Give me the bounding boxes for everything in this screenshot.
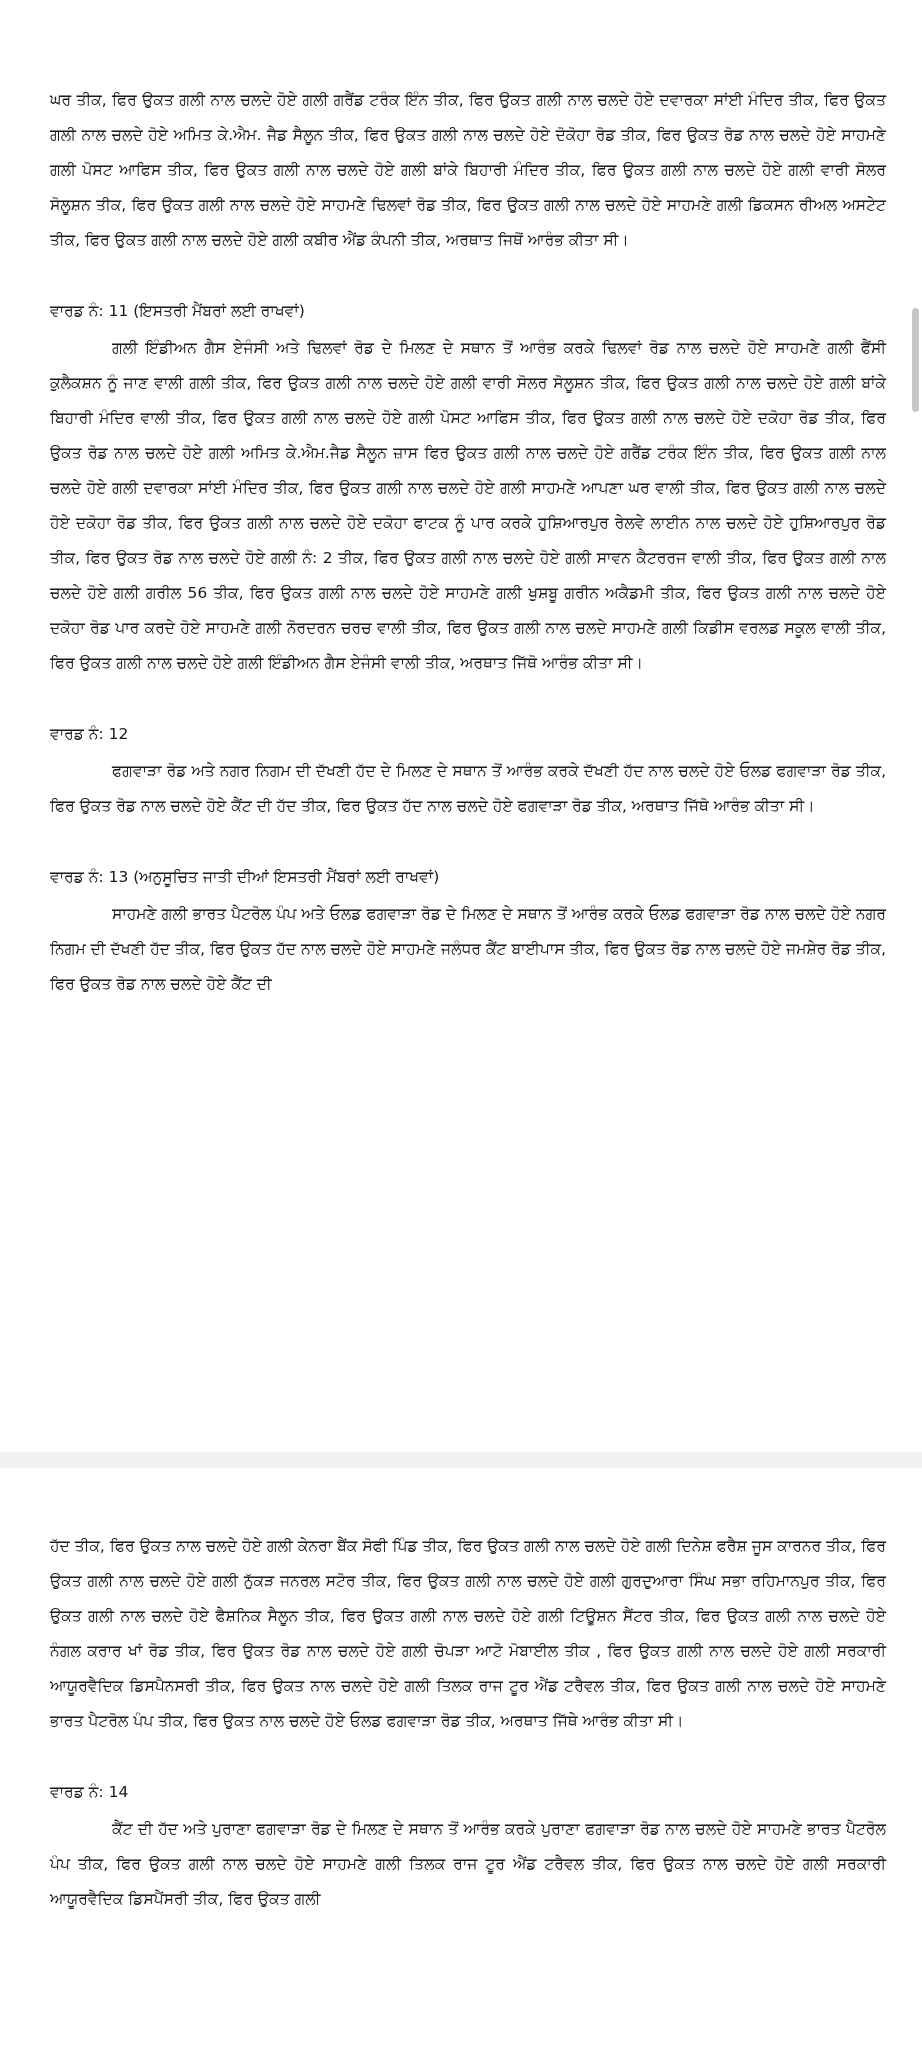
ward14-heading: ਵਾਰਡ ਨੰ: 14 <box>50 1783 129 1801</box>
ward11-description: ਗਲੀ ਇੰਡੀਅਨ ਗੈਸ ਏਜੰਸੀ ਅਤੇ ਢਿਲਵਾਂ ਰੋਡ ਦੇ ਮਿਲਣ ਦੇ ਸਥਾਨ ਤੋਂ ਆਰੰਭ ਕਰਕੇ ਢਿਲਵਾਂ ਰੋਡ ਨਾਲ ਚਲਦੇ ਹੋਏ ਸਾਹਮਣੇ ਗਲੀ ਫੈਂਸੀ ਕੁਲੈਕਸ਼ਨ ਨੂੰ ਜਾਣ ਵਾਲੀ ਗਲੀ ਤੀਕ, ਫਿਰ ਉਕਤ ਗਲੀ ਨਾਲ ਚਲਦੇ ਹੋਏ ਗਲੀ ਵਾਰੀ ਸੋਲਰ ਸੋਲੂਸ਼ਨ ਤੀਕ, ਫਿਰ ਉਕਤ ਗਲੀ ਨਾਲ ਚਲਦੇ ਹੋਏ ਗਲੀ ਬਾਂਕੇ ਬਿਹਾਰੀ ਮੰਦਿਰ ਵਾਲੀ ਤੀਕ, ਫਿਰ ਉਕਤ ਗਲੀ ਨਾਲ ਚਲਦੇ ਹੋਏ ਗਲੀ ਪੋਸਟ ਆਫਿਸ ਤੀਕ, ਫਿਰ ਉਕਤ ਗਲੀ ਨਾਲ ਚਲਦੇ ਹੋਏ ਦਕੋਹਾ ਰੋਡ ਤੀਕ, ਫਿਰ ਉਕਤ ਰੋਡ ਨਾਲ ਚਲਦੇ ਹੋਏ ਗਲੀ ਅਮਿਤ ਕੇ.ਐਮ.ਜੈਡ ਸੈਲੂਨ ਜ਼ਾਸ ਫਿਰ ਉਕਤ ਗਲੀ ਨਾਲ ਚਲਦੇ ਹੋਏ ਗਰੈਂਡ ਟਰੰਕ ਇੰਨ ਤੀਕ, ਫਿਰ ਉਕਤ ਗਲੀ ਨਾਲ ਚਲਦੇ ਹੋਏ ਗਲੀ ਦਵਾਰਕਾ ਸਾਂਈ ਮੰਦਿਰ ਤੀਕ, ਫਿਰ ਉਕਤ ਗਲੀ ਨਾਲ ਚਲਦੇ ਹੋਏ ਗਲੀ ਸਾਹਮਣੇ ਆਪਣਾ ਘਰ ਵਾਲੀ ਤੀਕ, ਫਿਰ ਉਕਤ ਗਲੀ ਨਾਲ ਚਲਦੇ ਹੋਏ ਦਕੋਹਾ ਰੋਡ ਤੀਕ, ਫਿਰ ਉਕਤ ਗਲੀ ਨਾਲ ਚਲਦੇ ਹੋਏ ਦਕੋਹਾ ਫਾਟਕ ਨੂੰ ਪਾਰ ਕਰਕੇ ਹੁਸ਼ਿਆਰਪੁਰ ਰੇਲਵੇ ਲਾਈਨ ਨਾਲ ਚਲਦੇ ਹੋਏ ਹੁਸ਼ਿਆਰਪੁਰ ਰੋਡ ਤੀਕ, ਫਿਰ ਉਕਤ ਰੋਡ ਨਾਲ ਚਲਦੇ ਹੋਏ ਗਲੀ ਨੰ: 2 ਤੀਕ, ਫਿਰ ਉਕਤ ਗਲੀ ਨਾਲ ਚਲਦੇ ਹੋਏ ਗਲੀ ਸਾਵਨ ਕੈਟਰਰਜ ਵਾਲੀ ਤੀਕ, ਫਿਰ ਉਕਤ ਗਲੀ ਨਾਲ ਚਲਦੇ ਹੋਏ ਗਲੀ ਗਰੀਲ 56 ਤੀਕ, ਫਿਰ ਉਕਤ ਗਲੀ ਨਾਲ ਚਲਦੇ ਹੋਏ ਸਾਹਮਣੇ ਗਲੀ ਖੁਸ਼ਬੂ ਗਰੀਨ ਅਕੈਡਮੀ ਤੀਕ, ਫਿਰ ਉਕਤ ਗਲੀ ਨਾਲ ਚਲਦੇ ਹੋਏ ਦਕੋਹਾ ਰੋਡ ਪਾਰ ਕਰਦੇ ਹੋਏ ਸਾਹਮਣੇ ਗਲੀ ਨੋਰਦਰਨ ਚਰਚ ਵਾਲੀ ਤੀਕ, ਫਿਰ ਉਕਤ ਗਲੀ ਨਾਲ ਚਲਦੇ ਸਾਹਮਣੇ ਗਲੀ ਕਿਡੀਸ ਵਰਲਡ ਸਕੂਲ ਵਾਲੀ ਤੀਕ, ਫਿਰ ਉਕਤ ਗਲੀ ਨਾਲ ਚਲਦੇ ਹੋਏ ਗਲੀ ਇੰਡੀਅਨ ਗੈਸ ਏਜੰਸੀ ਵਾਲੀ ਤੀਕ, ਅਰਥਾਤ ਜਿੱਥੋ ਆਰੰਭ ਕੀਤਾ ਸੀ। <box>50 339 886 672</box>
ward10-description-end: ਘਰ ਤੀਕ, ਫਿਰ ਉਕਤ ਗਲੀ ਨਾਲ ਚਲਦੇ ਹੋਏ ਗਲੀ ਗਰੈਂਡ ਟਰੰਕ ਇੰਨ ਤੀਕ, ਫਿਰ ਉਕਤ ਗਲੀ ਨਾਲ ਚਲਦੇ ਹੋਏ ਦਵਾਰਕਾ ਸਾਂਈ ਮੰਦਿਰ ਤੀਕ, ਫਿਰ ਉਕਤ ਗਲੀ ਨਾਲ ਚਲਦੇ ਹੋਏ ਅਮਿਤ ਕੇ.ਐਮ. ਜੈਡ ਸੈਲੂਨ ਤੀਕ, ਫਿਰ ਉਕਤ ਗਲੀ ਨਾਲ ਚਲਦੇ ਹੋਏ ਦੋਕੋਹਾ ਰੋਡ ਤੀਕ, ਫਿਰ ਉਕਤ ਰੋਡ ਨਾਲ ਚਲਦੇ ਹੋਏ ਸਾਹਮਣੇ ਗਲੀ ਪੋਸਟ ਆਫਿਸ ਤੀਕ, ਫਿਰ ਉਕਤ ਗਲੀ ਨਾਲ ਚਲਦੇ ਹੋਏ ਗਲੀ ਬਾਂਕੇ ਬਿਹਾਰੀ ਮੰਦਿਰ ਤੀਕ, ਫਿਰ ਉਕਤ ਗਲੀ ਨਾਲ ਚਲਦੇ ਹੋਏ ਗਲੀ ਵਾਰੀ ਸੋਲਰ ਸੋਲੂਸ਼ਨ ਤੀਕ, ਫਿਰ ਉਕਤ ਗਲੀ ਨਾਲ ਚਲਦੇ ਹੋਏ ਸਾਹਮਣੇ ਢਿਲਵਾਂ ਰੋਡ ਤੀਕ, ਫਿਰ ਉਕਤ ਗਲੀ ਨਾਲ ਚਲਦੇ ਹੋਏ ਸਾਹਮਣੇ ਗਲੀ ਡਿਕਸਨ ਰੀਅਲ ਅਸਟੇਟ ਤੀਕ, ਫਿਰ ਉਕਤ ਗਲੀ ਨਾਲ ਚਲਦੇ ਹੋਏ ਗਲੀ ਕਬੀਰ ਐਂਡ ਕੰਪਨੀ ਤੀਕ, ਅਰਥਾਤ ਜਿਥੋਂ ਆਰੰਭ ਕੀਤਾ ਸੀ। <box>50 91 886 249</box>
ward12-description: ਫਗਵਾੜਾ ਰੋਡ ਅਤੇ ਨਗਰ ਨਿਗਮ ਦੀ ਦੱਖਣੀ ਹੱਦ ਦੇ ਮਿਲਣ ਦੇ ਸਥਾਨ ਤੋਂ ਆਰੰਭ ਕਰਕੇ ਦੱਖਣੀ ਹੱਦ ਨਾਲ ਚਲਦੇ ਹੋਏ ਓਲਡ ਫਗਵਾੜਾ ਰੋਡ ਤੀਕ, ਫਿਰ ਉਕਤ ਰੋਡ ਨਾਲ ਚਲਦੇ ਹੋਏ ਕੈਂਟ ਦੀ ਹੱਦ ਤੀਕ, ਫਿਰ ਉਕਤ ਹੱਦ ਨਾਲ ਚਲਦੇ ਹੋਏ ਫਗਵਾੜਾ ਰੋਡ ਤੀਕ, ਅਰਥਾਤ ਜਿੱਥੋ ਆਰੰਭ ਕੀਤਾ ਸੀ। <box>50 762 886 815</box>
page-1-content <box>50 83 886 1002</box>
ward12-heading: ਵਾਰਡ ਨੰ: 12 <box>50 725 129 743</box>
page-2-content <box>50 1529 886 1917</box>
ward13-description-start: ਸਾਹਮਣੇ ਗਲੀ ਭਾਰਤ ਪੈਟਰੋਲ ਪੰਪ ਅਤੇ ਓਲਡ ਫਗਵਾੜਾ ਰੋਡ ਦੇ ਮਿਲਣ ਦੇ ਸਥਾਨ ਤੋਂ ਆਰੰਭ ਕਰਕੇ ਓਲਡ ਫਗਵਾੜਾ ਰੋਡ ਨਾਲ ਚਲਦੇ ਹੋਏ ਨਗਰ ਨਿਗਮ ਦੀ ਦੱਖਣੀ ਹੱਦ ਤੀਕ, ਫਿਰ ਉਕਤ ਹੱਦ ਨਾਲ ਚਲਦੇ ਹੋਏ ਸਾਹਮਣੇ ਜਲੰਧਰ ਕੈਂਟ ਬਾਈਪਾਸ ਤੀਕ, ਫਿਰ ਉਕਤ ਰੋਡ ਨਾਲ ਚਲਦੇ ਹੋਏ ਜਮਸ਼ੇਰ ਰੋਡ ਤੀਕ, ਫਿਰ ਉਕਤ ਰੋਡ ਨਾਲ ਚਲਦੇ ਹੋਏ ਕੈਂਟ ਦੀ <box>50 905 886 993</box>
document-page-2 <box>0 1468 922 2048</box>
page-separator <box>0 1452 922 1468</box>
vertical-scrollbar-thumb[interactable] <box>912 308 919 412</box>
ward14-description: ਕੈਂਟ ਦੀ ਹੱਦ ਅਤੇ ਪੁਰਾਣਾ ਫਗਵਾੜਾ ਰੋਡ ਦੇ ਮਿਲਣ ਦੇ ਸਥਾਨ ਤੋਂ ਆਰੰਭ ਕਰਕੇ ਪੁਰਾਣਾ ਫਗਵਾੜਾ ਰੋਡ ਨਾਲ ਚਲਦੇ ਹੋਏ ਸਾਹਮਣੇ ਭਾਰਤ ਪੈਟਰੋਲ ਪੰਪ ਤੀਕ, ਫਿਰ ਉਕਤ ਗਲੀ ਨਾਲ ਚਲਦੇ ਹੋਏ ਸਾਹਮਣੇ ਗਲੀ ਤਿਲਕ ਰਾਜ ਟੂਰ ਐਂਡ ਟਰੈਵਲ ਤੀਕ, ਫਿਰ ਉਕਤ ਨਾਲ ਚਲਦੇ ਹੋਏ ਗਲੀ ਸਰਕਾਰੀ ਆਯੂਰਵੈਦਿਕ ਡਿਸਪੈਂਸਰੀ ਤੀਕ, ਫਿਰ ਉਕਤ ਗਲੀ <box>50 1820 886 1908</box>
ward13-description-continued: ਹੱਦ ਤੀਕ, ਫਿਰ ਉਕਤ ਨਾਲ ਚਲਦੇ ਹੋਏ ਗਲੀ ਕੇਨਰਾ ਬੈਂਕ ਸੋਫੀ ਪਿੰਡ ਤੀਕ, ਫਿਰ ਉਕਤ ਗਲੀ ਨਾਲ ਚਲਦੇ ਹੋਏ ਗਲੀ ਦਿਨੇਸ਼ ਫਰੈਸ਼ ਜੂਸ ਕਾਰਨਰ ਤੀਕ, ਫਿਰ ਉਕਤ ਗਲੀ ਨਾਲ ਚਲਦੇ ਹੋਏ ਗਲੀ ਨੁੱਕੜ ਜਨਰਲ ਸਟੋਰ ਤੀਕ, ਫਿਰ ਉਕਤ ਗਲੀ ਨਾਲ ਚਲਦੇ ਹੋਏ ਗਲੀ ਗੁਰਦੁਆਰਾ ਸਿੰਘ ਸਭਾ ਰਹਿਮਾਨਪੁਰ ਤੀਕ, ਫਿਰ ਉਕਤ ਗਲੀ ਨਾਲ ਚਲਦੇ ਹੋਏ ਫੈਸ਼ਨਿਕ ਸੈਲੂਨ ਤੀਕ, ਫਿਰ ਉਕਤ ਗਲੀ ਨਾਲ ਚਲਦੇ ਹੋਏ ਗਲੀ ਟਿਊਸ਼ਨ ਸੈਂਟਰ ਤੀਕ, ਫਿਰ ਉਕਤ ਗਲੀ ਨਾਲ ਚਲਦੇ ਹੋਏ ਨੰਗਲ ਕਰਾਰ ਖਾਂ ਰੋਡ ਤੀਕ, ਫਿਰ ਉਕਤ ਰੋਡ ਨਾਲ ਚਲਦੇ ਹੋਏ ਗਲੀ ਚੋਪੜਾ ਆਟੋ ਮੋਬਾਈਲ ਤੀਕ , ਫਿਰ ਉਕਤ ਗਲੀ ਨਾਲ ਚਲਦੇ ਹੋਏ ਗਲੀ ਸਰਕਾਰੀ ਆਯੂਰਵੈਦਿਕ ਡਿਸਪੈਨਸਰੀ ਤੀਕ, ਫਿਰ ਉਕਤ ਨਾਲ ਚਲਦੇ ਹੋਏ ਗਲੀ ਤਿਲਕ ਰਾਜ ਟੂਰ ਐਂਡ ਟਰੈਵਲ ਤੀਕ, ਫਿਰ ਉਕਤ ਗਲੀ ਨਾਲ ਚਲਦੇ ਹੋਏ ਸਾਹਮਣੇ ਭਾਰਤ ਪੈਟਰੋਲ ਪੰਪ ਤੀਕ, ਫਿਰ ਉਕਤ ਨਾਲ ਚਲਦੇ ਹੋਏ ਓਲਡ ਫਗਵਾੜਾ ਰੋਡ ਤੀਕ, ਅਰਥਾਤ ਜਿੱਥੇ ਆਰੰਭ ਕੀਤਾ ਸੀ। <box>50 1537 886 1730</box>
ward13-heading: ਵਾਰਡ ਨੰ: 13 (ਅਨੁਸੂਚਿਤ ਜਾਤੀ ਦੀਆਂ ਇਸਤਰੀ ਮੈਂਬਰਾਂ ਲਈ ਰਾਖਵਾਂ) <box>50 868 440 886</box>
ward11-heading: ਵਾਰਡ ਨੰ: 11 (ਇਸਤਰੀ ਮੈਂਬਰਾਂ ਲਈ ਰਾਖਵਾਂ) <box>50 302 305 320</box>
